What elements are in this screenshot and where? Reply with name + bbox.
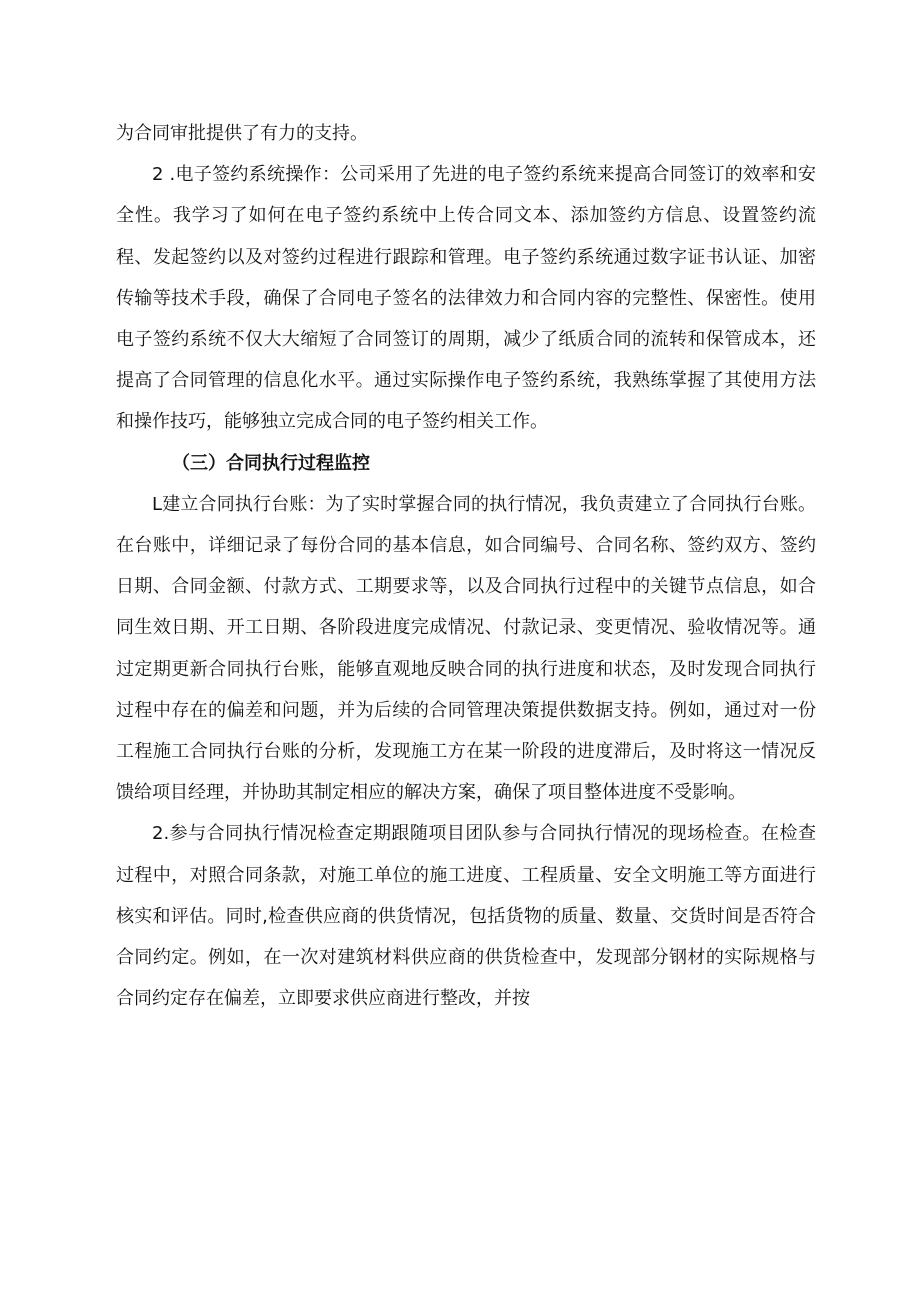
paragraph-execution-inspection: 2.参与合同执行情况检查定期跟随项目团队参与合同执行情况的现场检查。在检查过程中，对照合同条款，对施工单位的施工进度、工程质量、安全文明施工等方面进行核实和评估。同时,检查供应商的供货情况，包括货物的质量、数量、交货时间是否符合合同约定。例如，在一次对建筑材料供应商的供货检查中，发现部分钢材的实际规格与合同约定存在偏差，立即要求供应商进行整改，并按	[116, 823, 816, 1010]
document-body	[116, 113, 816, 1019]
paragraph-continuation: 为合同审批提供了有力的支持。	[116, 123, 368, 144]
section-heading-contract-execution-monitoring: （三）合同执行过程监控	[172, 452, 370, 474]
paragraph-e-signing-system: 2 .电子签约系统操作：公司采用了先进的电子签约系统来提高合同签订的效率和安全性。我学习了如何在电子签约系统中上传合同文本、添加签约方信息、设置签约流程、发起签约以及对签约过程进行跟踪和管理。电子签约系统通过数字证书认证、加密传输等技术手段，确保了合同电子签名的法律效力和合同内容的完整性、保密性。使用电子签约系统不仅大大缩短了合同签订的周期，减少了纸质合同的流转和保管成本，还提高了合同管理的信息化水平。通过实际操作电子签约系统，我熟练掌握了其使用方法和操作技巧，能够独立完成合同的电子签约相关工作。	[116, 164, 816, 433]
paragraph-contract-ledger: L建立合同执行台账：为了实时掌握合同的执行情况，我负责建立了合同执行台账。在台账中，详细记录了每份合同的基本信息，如合同编号、合同名称、签约双方、签约日期、合同金额、付款方式、工期要求等，以及合同执行过程中的关键节点信息，如合同生效日期、开工日期、各阶段进度完成情况、付款记录、变更情况、验收情况等。通过定期更新合同执行台账，能够直观地反映合同的执行进度和状态，及时发现合同执行过程中存在的偏差和问题，并为后续的合同管理决策提供数据支持。例如，通过对一份工程施工合同执行台账的分析，发现施工方在某一阶段的进度滞后，及时将这一情况反馈给项目经理，并协助其制定相应的解决方案，确保了项目整体进度不受影响。	[116, 493, 816, 804]
